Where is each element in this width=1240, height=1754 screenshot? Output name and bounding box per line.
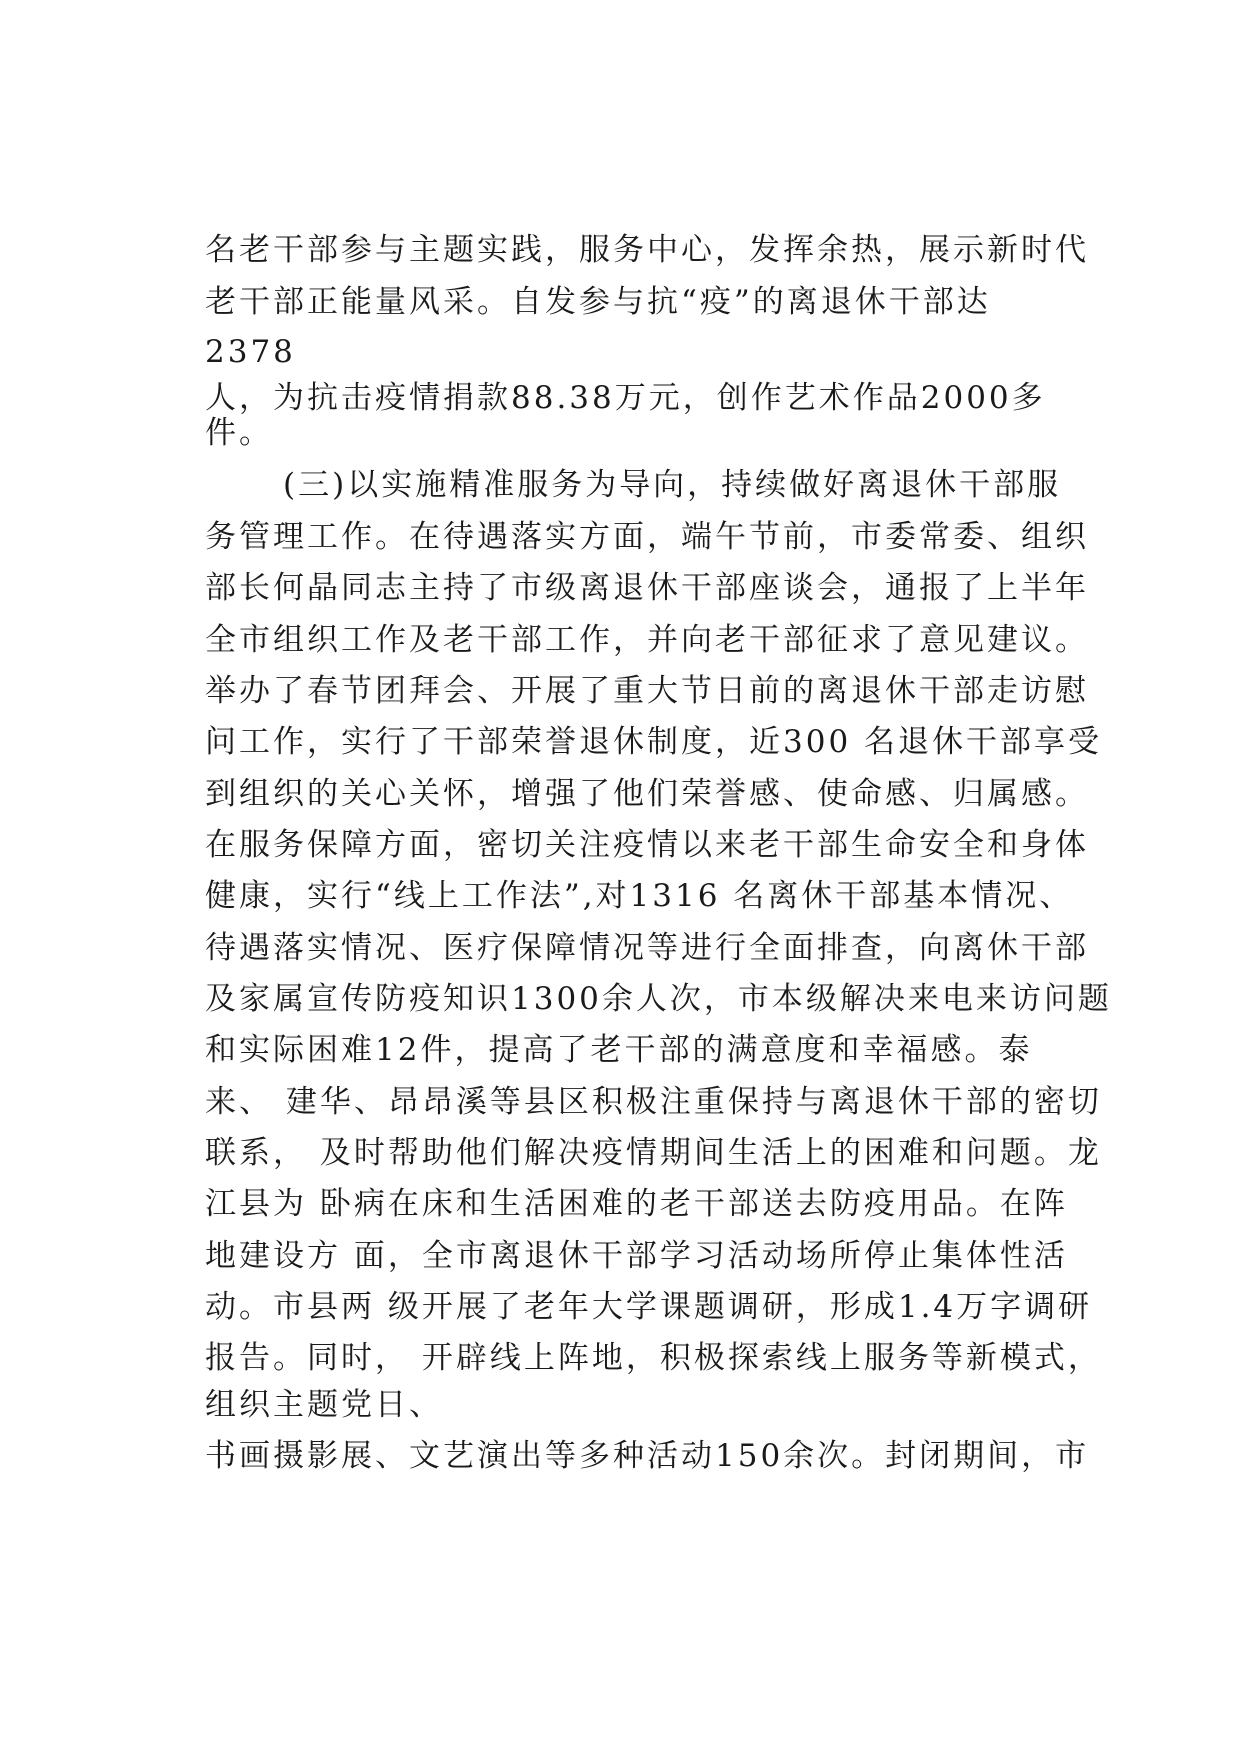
text-line: 联系， 及时帮助他们解决疫情期间生活上的困难和问题。龙 (205, 1135, 1102, 1171)
text-line: 报告。同时， 开辟线上阵地，积极探索线上服务等新模式， (205, 1340, 1102, 1376)
text-line: 健康，实行“线上工作法”,对1316 名离休干部基本情况、 (205, 878, 1074, 914)
text-line: 江县为 卧病在床和生活困难的老干部送去防疫用品。在阵 (205, 1186, 1068, 1222)
text-line: 务管理工作。在待遇落实方面，端午节前，市委常委、组织 (205, 519, 1089, 555)
text-line: 名老干部参与主题实践，服务中心，发挥余热，展示新时代 (205, 232, 1089, 268)
text-line: 在服务保障方面，密切关注疫情以来老干部生命安全和身体 (205, 827, 1089, 863)
text-line: 组织主题党日、 (205, 1387, 443, 1423)
text-line: 老干部正能量风采。自发参与抗“疫”的离退休干部达 (205, 284, 991, 320)
text-line: 举办了春节团拜会、开展了重大节日前的离退休干部走访慰 (205, 673, 1089, 709)
text-line: 来、 建华、昂昂溪等县区积极注重保持与离退休干部的密切 (205, 1084, 1102, 1120)
text-line: 部长何晶同志主持了市级离退休干部座谈会，通报了上半年 (205, 570, 1089, 606)
text-line: 及家属宣传防疫知识1300余人次，市本级解决来电来访问题 (205, 981, 1112, 1017)
text-line: 和实际困难12件，提高了老干部的满意度和幸福感。泰 (205, 1032, 1033, 1068)
text-line: 到组织的关心关怀，增强了他们荣誉感、使命感、归属感。 (205, 776, 1089, 812)
text-line: 2378 (205, 334, 296, 370)
text-line: 件。 (205, 415, 273, 451)
text-line: 人，为抗击疫情捐款88.38万元，创作艺术作品2000多 (205, 380, 1046, 416)
text-line: 地建设方 面，全市离退休干部学习活动场所停止集体性活 (205, 1238, 1068, 1274)
text-line: 待遇落实情况、医疗保障情况等进行全面排查，向离休干部 (205, 930, 1089, 966)
text-line: 书画摄影展、文艺演出等多种活动150余次。封闭期间，市 (205, 1438, 1090, 1474)
text-line: 全市组织工作及老干部工作，并向老干部征求了意见建议。 (205, 622, 1089, 658)
paragraph-start-line: (三)以实施精准服务为导向，持续做好离退休干部服 (283, 467, 1062, 503)
text-line: 问工作，实行了干部荣誉退休制度，近300 名退休干部享受 (205, 724, 1103, 760)
text-line: 动。市县两 级开展了老年大学课题调研，形成1.4万字调研 (205, 1289, 1093, 1325)
